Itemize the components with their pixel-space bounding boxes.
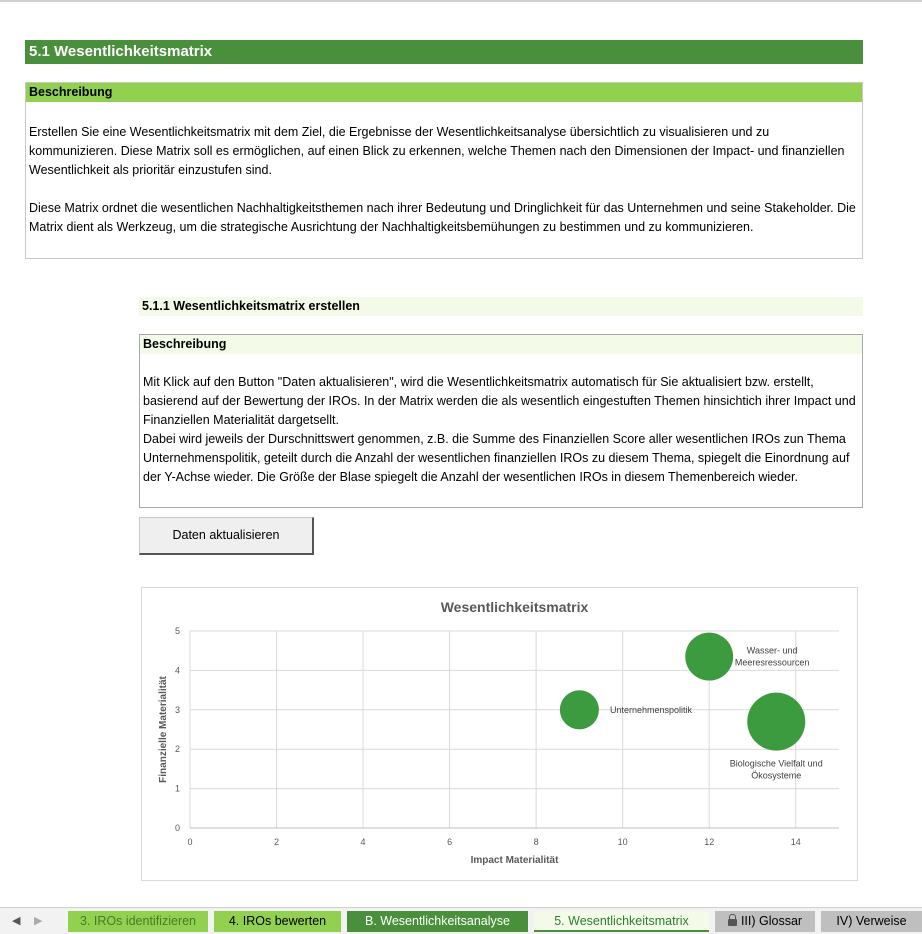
x-tick-label: 12 — [704, 837, 715, 847]
bubble-label: Unternehmenspolitik — [609, 704, 692, 715]
bubble — [685, 633, 733, 681]
description-header: Beschreibung — [26, 83, 862, 102]
subsection-paragraph-1: Mit Klick auf den Button "Daten aktualisieren", wird die Wesentlichkeitsmatrix automatisch für Sie aktualisiert bzw. erstellt, basierend auf der Bewertung der IROs. In der Matrix werden die als wesentlich eingestuften Themen hinsichtich ihrer Impact und Finanziellen Materialität dargetsellt. — [143, 375, 856, 427]
x-tick-label: 8 — [533, 837, 539, 847]
bubble — [747, 693, 805, 751]
y-axis-label: Finanzielle Materialität — [158, 676, 169, 783]
subsection-paragraph-2: Dabei wird jeweils der Durschnittswert genommen, z.B. die Summe des Finanziellen Score aller wesentlichen IROs zun Thema Unternehmenspolitik, geteilt durch die Anzahl der wesentlichen finanziellen IROs zu diesem Thema, spiegelt die Einordnung auf der Y-Achse wieder. Die Größe der Blase spiegelt die Anzahl der wesentlichen IROs in diesem Themenbereich wieder. — [143, 432, 850, 484]
subsection-description-header: Beschreibung — [140, 335, 862, 354]
x-tick-label: 2 — [274, 837, 280, 847]
y-tick-label: 0 — [174, 823, 180, 833]
bubble-label: Ökosysteme — [751, 770, 802, 781]
x-tick-label: 10 — [617, 837, 628, 847]
y-tick-label: 5 — [174, 626, 180, 636]
bubble — [560, 690, 599, 729]
tab-label: 3. IROs identifizieren — [79, 914, 197, 928]
tab-iros-bewerten[interactable] — [214, 911, 341, 932]
bubble-label: Wasser- und — [746, 645, 798, 656]
materiality-chart-svg — [142, 588, 859, 882]
subsection-description-box — [139, 334, 863, 508]
tab-wesentlichkeitsanalyse[interactable] — [347, 911, 528, 932]
tab-glossar[interactable] — [715, 911, 815, 932]
y-tick-label: 4 — [174, 665, 180, 676]
description-text — [26, 102, 862, 237]
description-paragraph-2: Diese Matrix ordnet die wesentlichen Nachhaltigkeitsthemen nach ihrer Bedeutung und Dringlichkeit für das Unternehmen und seine Stakeholder. Die Matrix dient als Werkzeug, um die strategische Ausrichtung der Nachhaltigkeitsbemühungen zu bestimmen und zu kommunizieren. — [29, 201, 856, 234]
triangle-right-icon[interactable]: ▶ — [34, 915, 43, 927]
triangle-left-icon[interactable]: ◀ — [12, 915, 21, 927]
sheet-tab-bar — [0, 907, 922, 934]
chart-title: Wesentlichkeitsmatrix — [440, 599, 589, 615]
x-tick-label: 4 — [360, 837, 366, 847]
tab-label: IV) Verweise — [836, 914, 907, 928]
window-top-border — [0, 0, 922, 2]
y-tick-label: 2 — [174, 744, 180, 755]
subsection-title: 5.1.1 Wesentlichkeitsmatrix erstellen — [139, 297, 863, 316]
section-title: 5.1 Wesentlichkeitsmatrix — [25, 40, 863, 64]
tab-label: III) Glossar — [740, 914, 803, 928]
update-data-button[interactable]: Daten aktualisieren — [139, 517, 314, 555]
bubble-label: Meeresressourcen — [734, 657, 810, 668]
description-box — [25, 82, 863, 259]
y-tick-label: 1 — [174, 783, 180, 794]
y-tick-label: 3 — [174, 704, 180, 715]
tab-label: B. Wesentlichkeitsanalyse — [365, 914, 510, 928]
materiality-chart[interactable] — [141, 587, 858, 881]
x-tick-label: 14 — [790, 837, 801, 847]
tab-label: 5. Wesentlichkeitsmatrix — [554, 914, 689, 928]
tab-iros-identifizieren[interactable] — [68, 911, 208, 932]
lock-icon — [728, 919, 737, 926]
x-axis-label: Impact Materialität — [470, 855, 559, 866]
tab-wesentlichkeitsmatrix[interactable] — [534, 911, 709, 932]
description-paragraph-1: Erstellen Sie eine Wesentlichkeitsmatrix mit dem Ziel, die Ergebnisse der Wesentlichkeitsanalyse übersichtlich zu visualisieren und zu kommunizieren. Diese Matrix soll es ermöglichen, auf einen Blick zu erkennen, welche Themen nach den Dimensionen der Impact- und finanziellen Wesentlichkeit als prioritär einzustufen sind. — [29, 125, 845, 177]
x-tick-label: 0 — [187, 837, 193, 847]
tab-label: 4. IROs bewerten — [228, 914, 327, 928]
subsection-description-text — [140, 354, 862, 487]
bubble-label: Biologische Vielfalt und — [729, 758, 823, 769]
tab-verweise[interactable] — [821, 911, 922, 932]
x-tick-label: 6 — [447, 837, 453, 847]
